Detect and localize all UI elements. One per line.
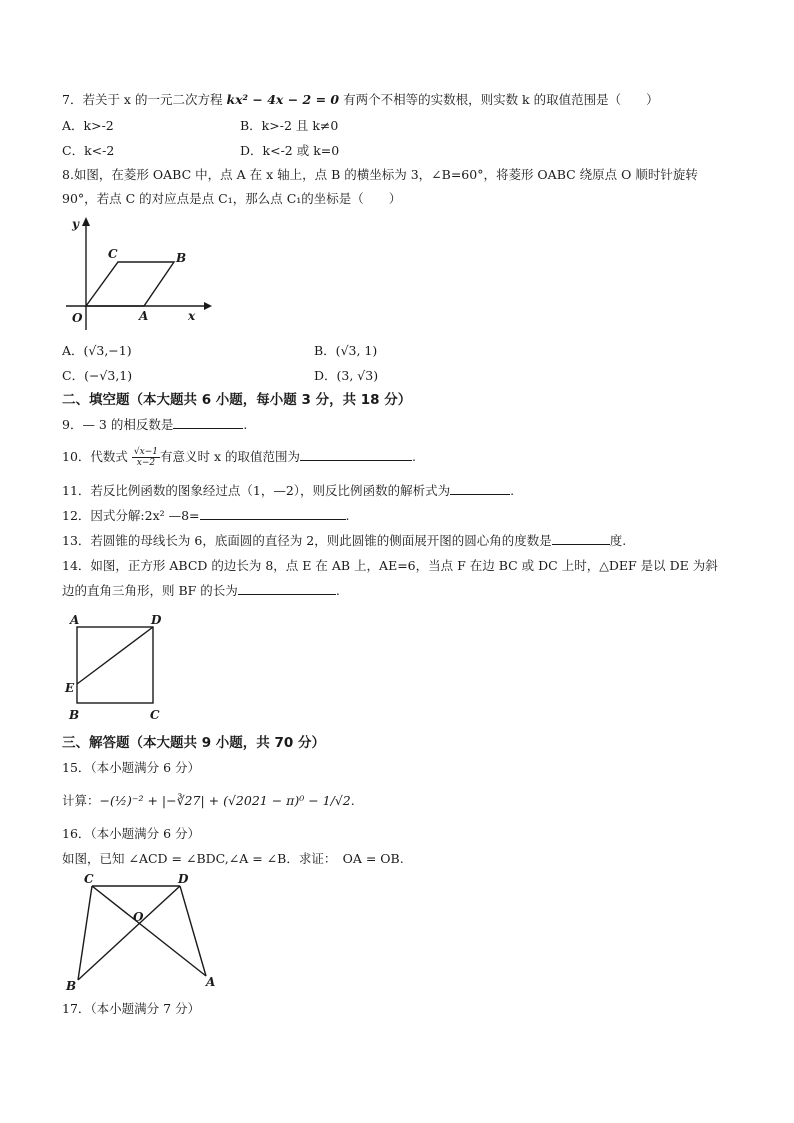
q8-label-b: B — [176, 251, 187, 265]
q8-label-x: x — [188, 309, 196, 323]
q14-square — [77, 627, 153, 703]
q9-text: 9．— 3 的相反数是 — [62, 417, 174, 432]
q16-segment-da — [180, 886, 206, 976]
q12-text: 12．因式分解:2x² —8= — [62, 508, 200, 523]
q7-option-c: C．k<-2 — [62, 143, 115, 158]
q16-segment-ca — [92, 886, 206, 976]
q8-label-a: A — [139, 309, 149, 323]
q8-rhombus-figure — [62, 214, 212, 332]
q14-line2 — [62, 582, 340, 600]
q14-line2-text: 边的直角三角形，则 BF 的长为 — [62, 583, 238, 598]
q16-label-a: A — [206, 975, 216, 989]
q14-square-figure — [62, 610, 172, 724]
q13-text: 13．若圆锥的母线长为 6，底面圆的直径为 2，则此圆锥的侧面展开图的圆心角的度数是 — [62, 533, 552, 548]
q12-end: . — [345, 508, 350, 523]
q10-end: . — [411, 449, 416, 464]
q10-after: 有意义时 x 的取值范围为 — [159, 449, 300, 464]
q14-label-d: D — [151, 613, 162, 627]
q14-end: . — [335, 583, 340, 598]
q11-text: 11．若反比例函数的图象经过点（1，—2），则反比例函数的解析式为 — [62, 483, 451, 498]
q13-answer-blank[interactable] — [552, 532, 610, 545]
q15-problem — [62, 792, 355, 810]
q7-stem — [62, 91, 659, 109]
q12-answer-blank[interactable] — [200, 507, 346, 520]
q8-label-c: C — [108, 247, 118, 261]
section3-title: 三、解答题（本大题共 9 小题，共 70 分） — [62, 735, 325, 751]
q14-segment-de — [77, 627, 153, 684]
q8-x-arrow — [204, 302, 212, 310]
q10-answer-blank[interactable] — [300, 448, 412, 461]
q10-before: 10．代数式 — [62, 449, 132, 464]
q8-label-o: O — [72, 311, 83, 325]
q9-answer-blank[interactable] — [173, 416, 243, 429]
q7-option-d: D．k<-2 或 k=0 — [240, 143, 340, 158]
q16-header: 16．（本小题满分 6 分） — [62, 826, 201, 841]
q7-option-b: B．k>-2 且 k≠0 — [240, 118, 339, 133]
q8-y-arrow — [82, 217, 90, 226]
q11-answer-blank[interactable] — [450, 482, 510, 495]
q8-option-d: D．(3, √3) — [314, 368, 379, 383]
q8-option-a: A．(√3,−1) — [62, 343, 132, 358]
q11 — [62, 482, 514, 500]
q13 — [62, 532, 626, 550]
q16-figure — [62, 872, 222, 994]
q16-text: 如图，已知 ∠ACD = ∠BDC,∠A = ∠B．求证： OA = OB. — [62, 851, 404, 866]
q11-end: . — [510, 483, 515, 498]
q13-end: 度. — [609, 533, 627, 548]
q8-rhombus — [86, 262, 174, 306]
q7-stem-after: 有两个不相等的实数根，则实数 k 的取值范围是（ ） — [339, 92, 659, 107]
q14-line1: 14．如图，正方形 ABCD 的边长为 8，点 E 在 AB 上，AE=6，当点 F 在边 BC 或 DC 上时，△DEF 是以 DE 为斜 — [62, 558, 718, 573]
q9 — [62, 416, 247, 434]
q16-segment-cb — [78, 886, 92, 980]
q14-answer-blank[interactable] — [238, 582, 336, 595]
q7-option-a: A．k>-2 — [62, 118, 114, 133]
q8-label-y: y — [72, 217, 79, 231]
q12 — [62, 507, 350, 525]
q7-equation: kx² − 4x − 2 = 0 — [226, 92, 340, 107]
q15-expression: −(½)⁻² + |−∛27| + (√2021 − π)⁰ − 1/√2. — [99, 793, 355, 808]
q15-prefix: 计算： — [62, 793, 100, 808]
q8-option-b: B．(√3, 1) — [314, 343, 378, 358]
q10 — [62, 447, 416, 468]
section2-title: 二、填空题（本大题共 6 小题，每小题 3 分，共 18 分） — [62, 392, 412, 408]
q14-label-a: A — [70, 613, 80, 627]
q14-label-c: C — [150, 708, 160, 722]
q10-denominator: x−2 — [136, 458, 156, 468]
q9-end: . — [243, 417, 248, 432]
q16-label-d: D — [178, 872, 189, 886]
q10-fraction — [132, 447, 160, 468]
q8-option-c: C．(−√3,1) — [62, 368, 133, 383]
q14-label-e: E — [65, 681, 75, 695]
q17-header: 17．（本小题满分 7 分） — [62, 1001, 201, 1016]
q16-label-b: B — [66, 979, 77, 993]
q8-stem-line1: 8.如图，在菱形 OABC 中，点 A 在 x 轴上，点 B 的横坐标为 3，∠B=60°，将菱形 OABC 绕原点 O 顺时针旋转 — [62, 167, 698, 182]
q14-label-b: B — [69, 708, 80, 722]
q16-label-c: C — [84, 872, 94, 886]
q16-segment-db — [78, 886, 180, 980]
q7-stem-before: 7．若关于 x 的一元二次方程 — [62, 92, 227, 107]
q16-label-o: O — [133, 910, 144, 924]
q8-stem-line2: 90°，若点 C 的对应点是点 C₁，那么点 C₁的坐标是（ ） — [62, 191, 402, 206]
q10-numerator: √x−1 — [133, 447, 158, 457]
q15-header: 15．（本小题满分 6 分） — [62, 760, 201, 775]
